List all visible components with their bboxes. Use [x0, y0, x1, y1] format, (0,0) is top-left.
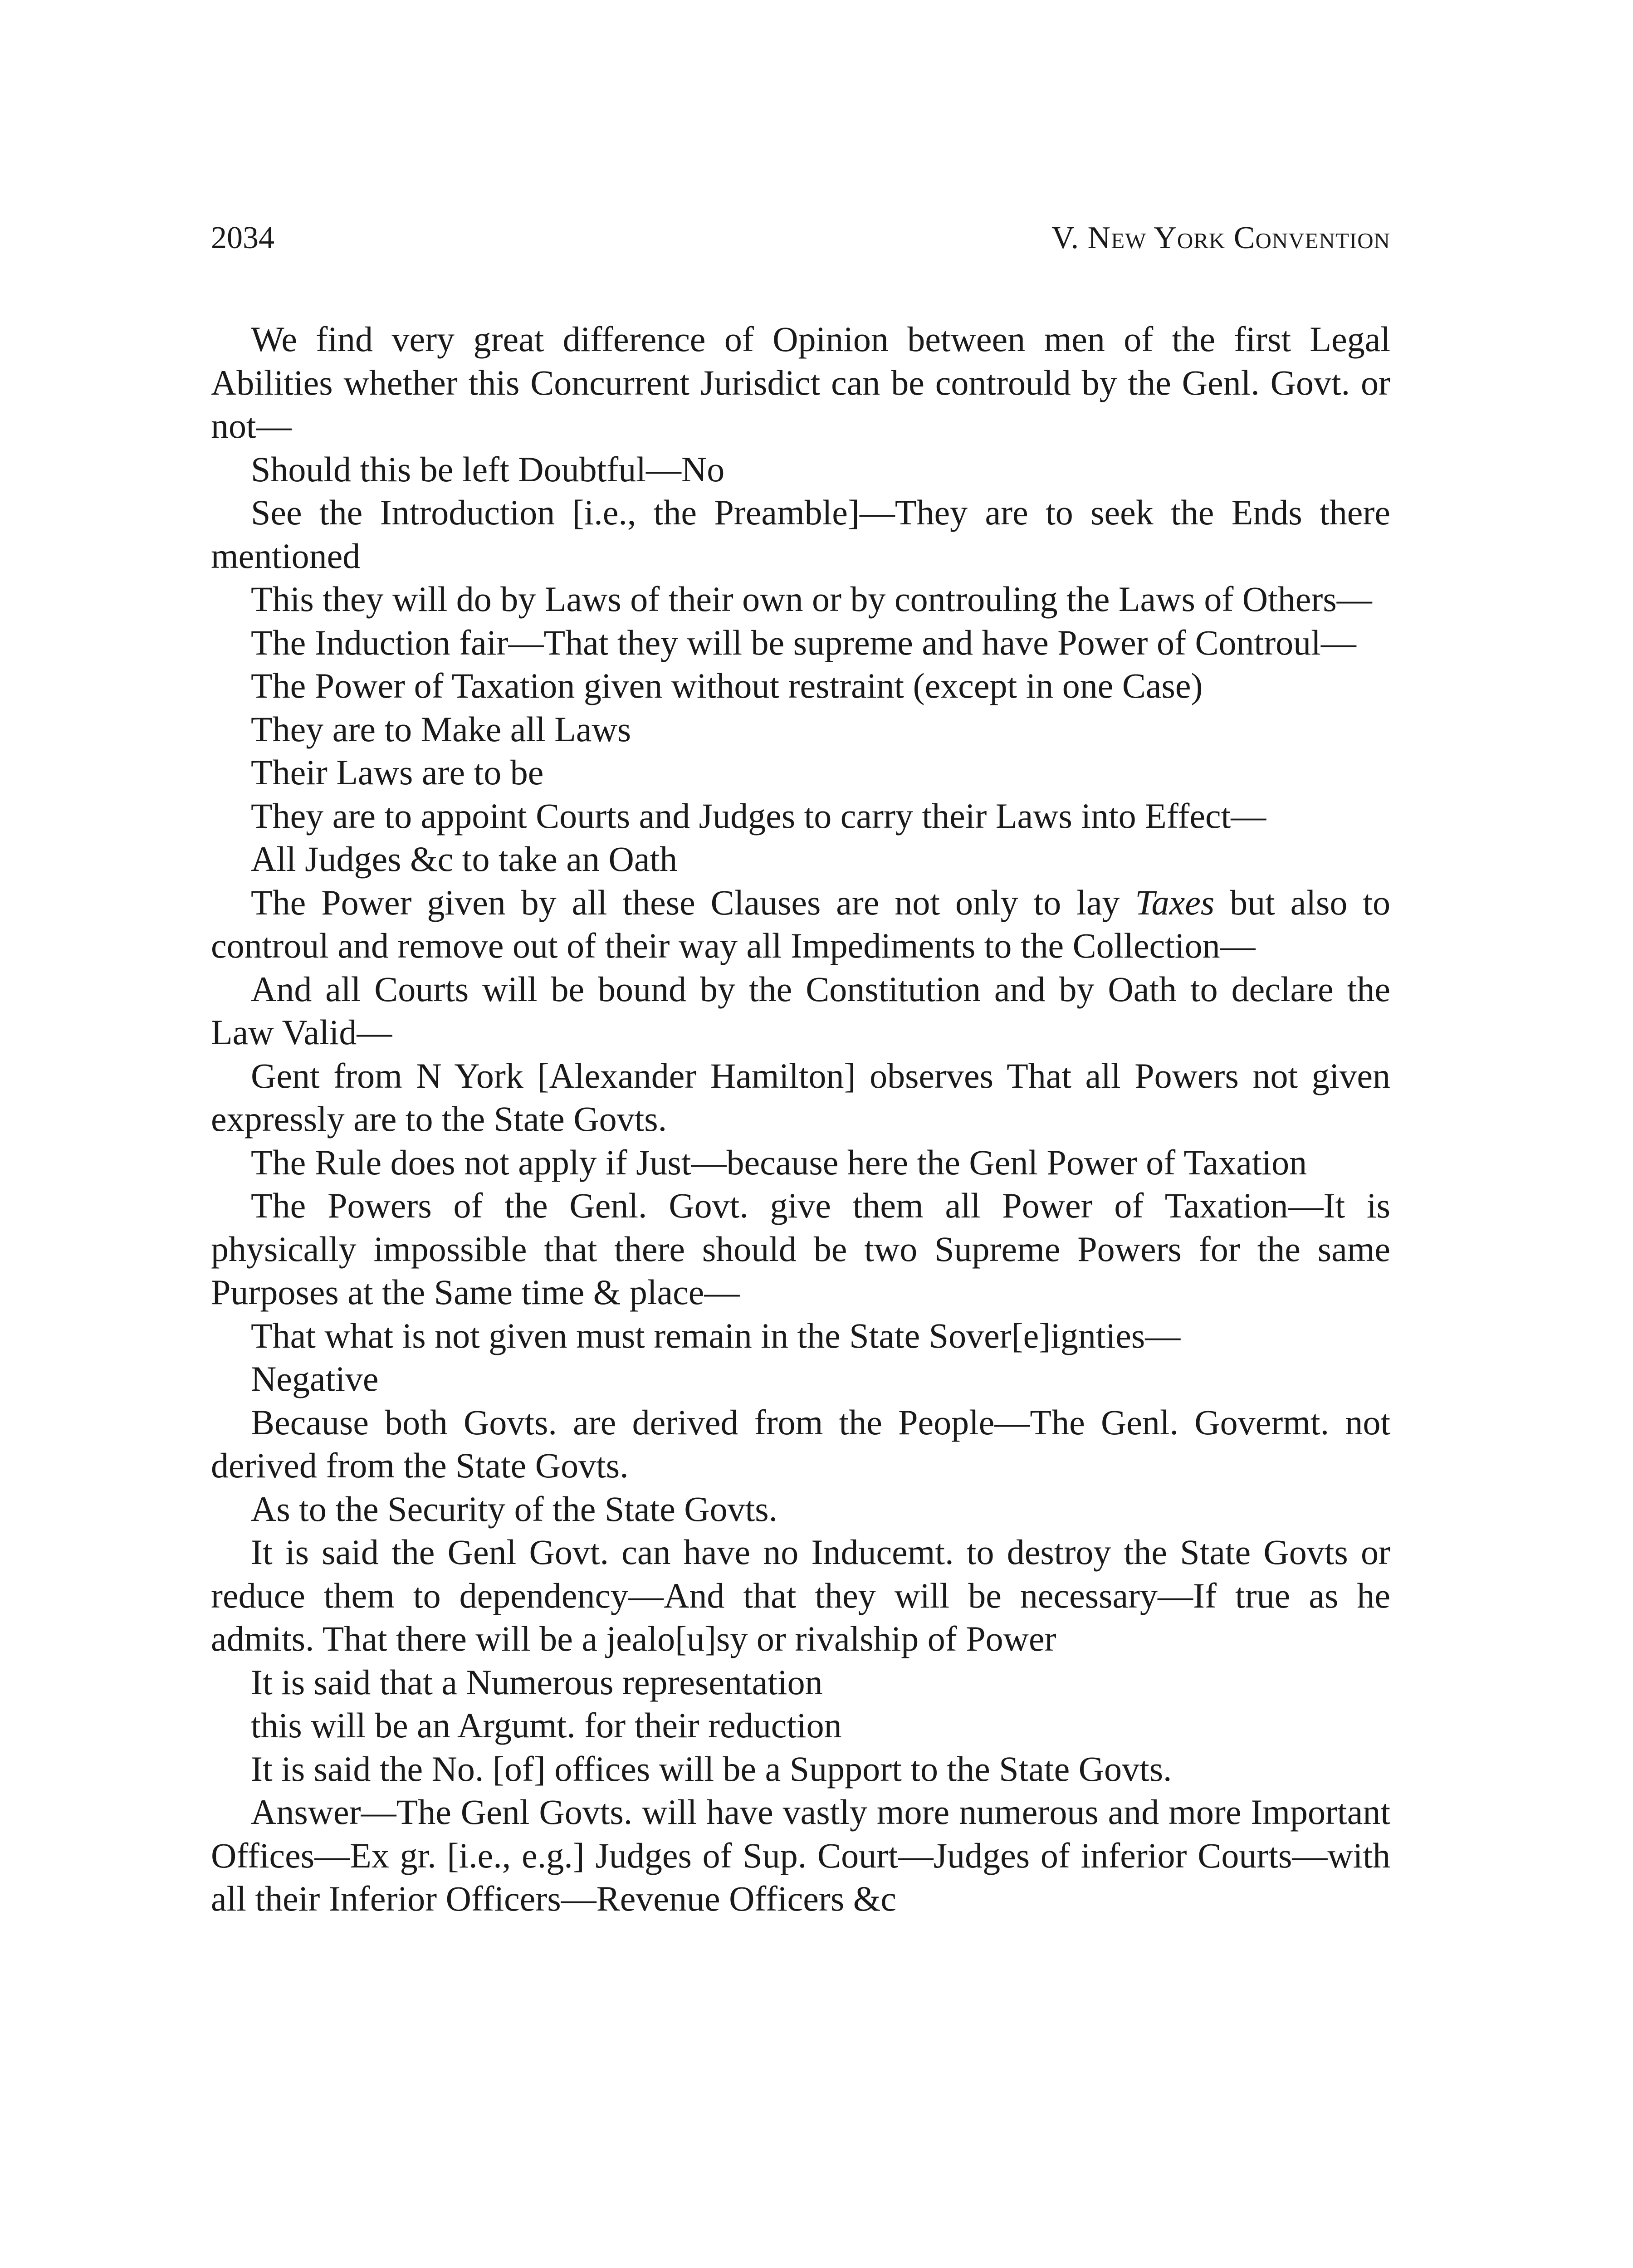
paragraph: All Judges &c to take an Oath	[251, 839, 678, 879]
document-page	[211, 218, 1390, 1921]
paragraph: Negative	[251, 1359, 379, 1398]
paragraph: The Power given by all these Clauses are not only to lay Taxes but also to controul and remove out of their way all Impediments to the Collection—	[211, 882, 1390, 965]
paragraph: They are to Make all Laws	[251, 709, 631, 749]
paragraph: We find very great difference of Opinion between men of the first Legal Abilities whether this Concurrent Jurisdict can be contrould by the Genl. Govt. or not—	[211, 319, 1390, 445]
body-text	[211, 318, 1390, 1921]
paragraph: It is said the Genl Govt. can have no Inducemt. to destroy the State Govts or reduce them to dependency—And that they will be necessary—If true as he admits. That there will be a jealo[u]sy or rivalship of Power	[211, 1532, 1390, 1658]
paragraph: this will be an Argumt. for their reduction	[251, 1706, 842, 1745]
paragraph: Because both Govts. are derived from the People—The Genl. Govermt. not derived from the State Govts.	[211, 1402, 1390, 1485]
running-head	[211, 218, 1390, 268]
paragraph: It is said the No. [of] offices will be a Support to the State Govts.	[251, 1749, 1172, 1789]
paragraph: And all Courts will be bound by the Constitution and by Oath to declare the Law Valid—	[211, 969, 1390, 1052]
page-number: 2034	[211, 220, 274, 255]
paragraph: It is said that a Numerous representation	[251, 1662, 823, 1702]
paragraph: See the Introduction [i.e., the Preamble]—They are to seek the Ends there mentioned	[211, 493, 1390, 576]
paragraph: They are to appoint Courts and Judges to carry their Laws into Effect—	[251, 796, 1266, 836]
paragraph: The Induction fair—That they will be supreme and have Power of Controul—	[251, 622, 1356, 662]
italic-text: Taxes	[1135, 882, 1215, 922]
paragraph: The Power of Taxation given without restraint (except in one Case)	[251, 666, 1203, 705]
running-title: V. New York Convention	[1051, 220, 1390, 255]
paragraph: Gent from N York [Alexander Hamilton] observes That all Powers not given expressly are to the State Govts.	[211, 1056, 1390, 1139]
paragraph: The Rule does not apply if Just—because here the Genl Power of Taxation	[251, 1142, 1307, 1182]
paragraph: As to the Security of the State Govts.	[251, 1489, 778, 1529]
paragraph: This they will do by Laws of their own or by controuling the Laws of Others—	[251, 579, 1372, 619]
paragraph: That what is not given must remain in the State Sover[e]ignties—	[251, 1315, 1181, 1355]
paragraph: Their Laws are to be	[251, 753, 544, 792]
paragraph: Should this be left Doubtful—No	[251, 449, 725, 489]
paragraph: Answer—The Genl Govts. will have vastly more numerous and more Important Offices—Ex gr. [i.e., e.g.] Judges of Sup. Court—Judges of inferior Courts—with all their Inferior Officers—Revenue Officers &c	[211, 1792, 1390, 1918]
paragraph: The Powers of the Genl. Govt. give them all Power of Taxation—It is physically impossible that there should be two Supreme Powers for the same Purposes at the Same time & place—	[211, 1186, 1390, 1312]
